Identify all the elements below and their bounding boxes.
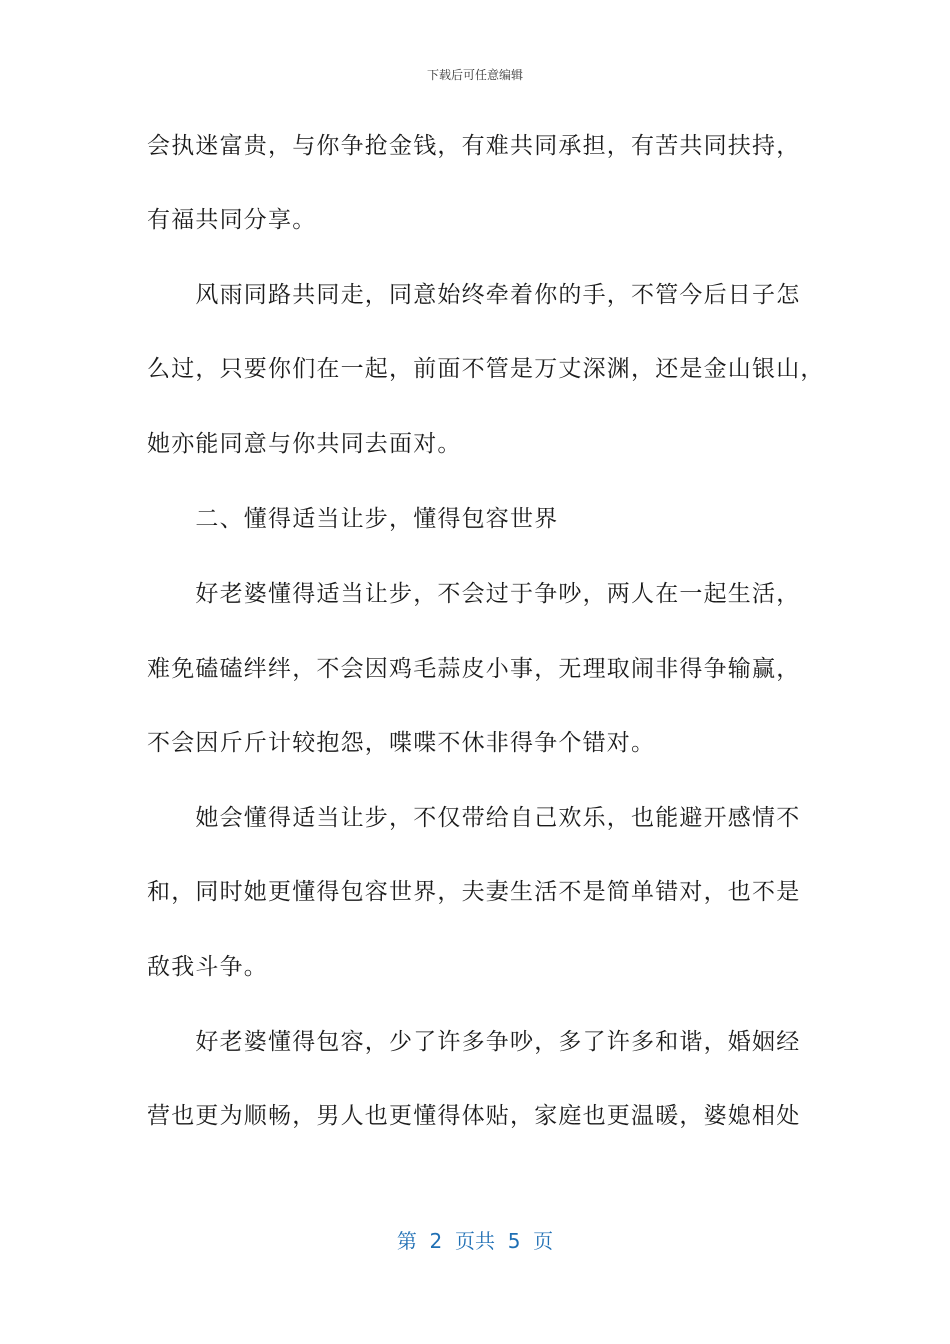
page-header: 下载后可任意编辑 [426,68,523,82]
body-line: 风雨同路共同走，同意始终牵着你的手，不管今后日子怎 [147,282,801,308]
body-line: 敌我斗争。 [147,954,268,980]
section-heading: 二、懂得适当让步，懂得包容世界 [147,506,559,532]
body-line: 有福共同分享。 [147,207,317,233]
body-line: 会执迷富贵，与你争抢金钱，有难共同承担，有苦共同扶持， [147,133,801,159]
page-number-footer: 第 2 页共 5 页 [396,1229,554,1253]
body-line: 不会因斤斤计较抱怨，喋喋不休非得争个错对。 [147,730,656,756]
body-line: 和，同时她更懂得包容世界，夫妻生活不是简单错对，也不是 [147,879,801,905]
body-line: 好老婆懂得包容，少了许多争吵，多了许多和谐，婚姻经 [147,1029,801,1055]
body-line: 她亦能同意与你共同去面对。 [147,431,462,457]
body-line: 营也更为顺畅，男人也更懂得体贴，家庭也更温暖，婆媳相处 [147,1103,801,1129]
body-line: 好老婆懂得适当让步，不会过于争吵，两人在一起生活， [147,581,801,607]
body-line: 难免磕磕绊绊，不会因鸡毛蒜皮小事，无理取闹非得争输赢， [147,656,801,682]
body-line: 么过，只要你们在一起，前面不管是万丈深渊，还是金山银山， [147,356,825,382]
body-line: 她会懂得适当让步，不仅带给自己欢乐，也能避开感情不 [147,805,801,831]
